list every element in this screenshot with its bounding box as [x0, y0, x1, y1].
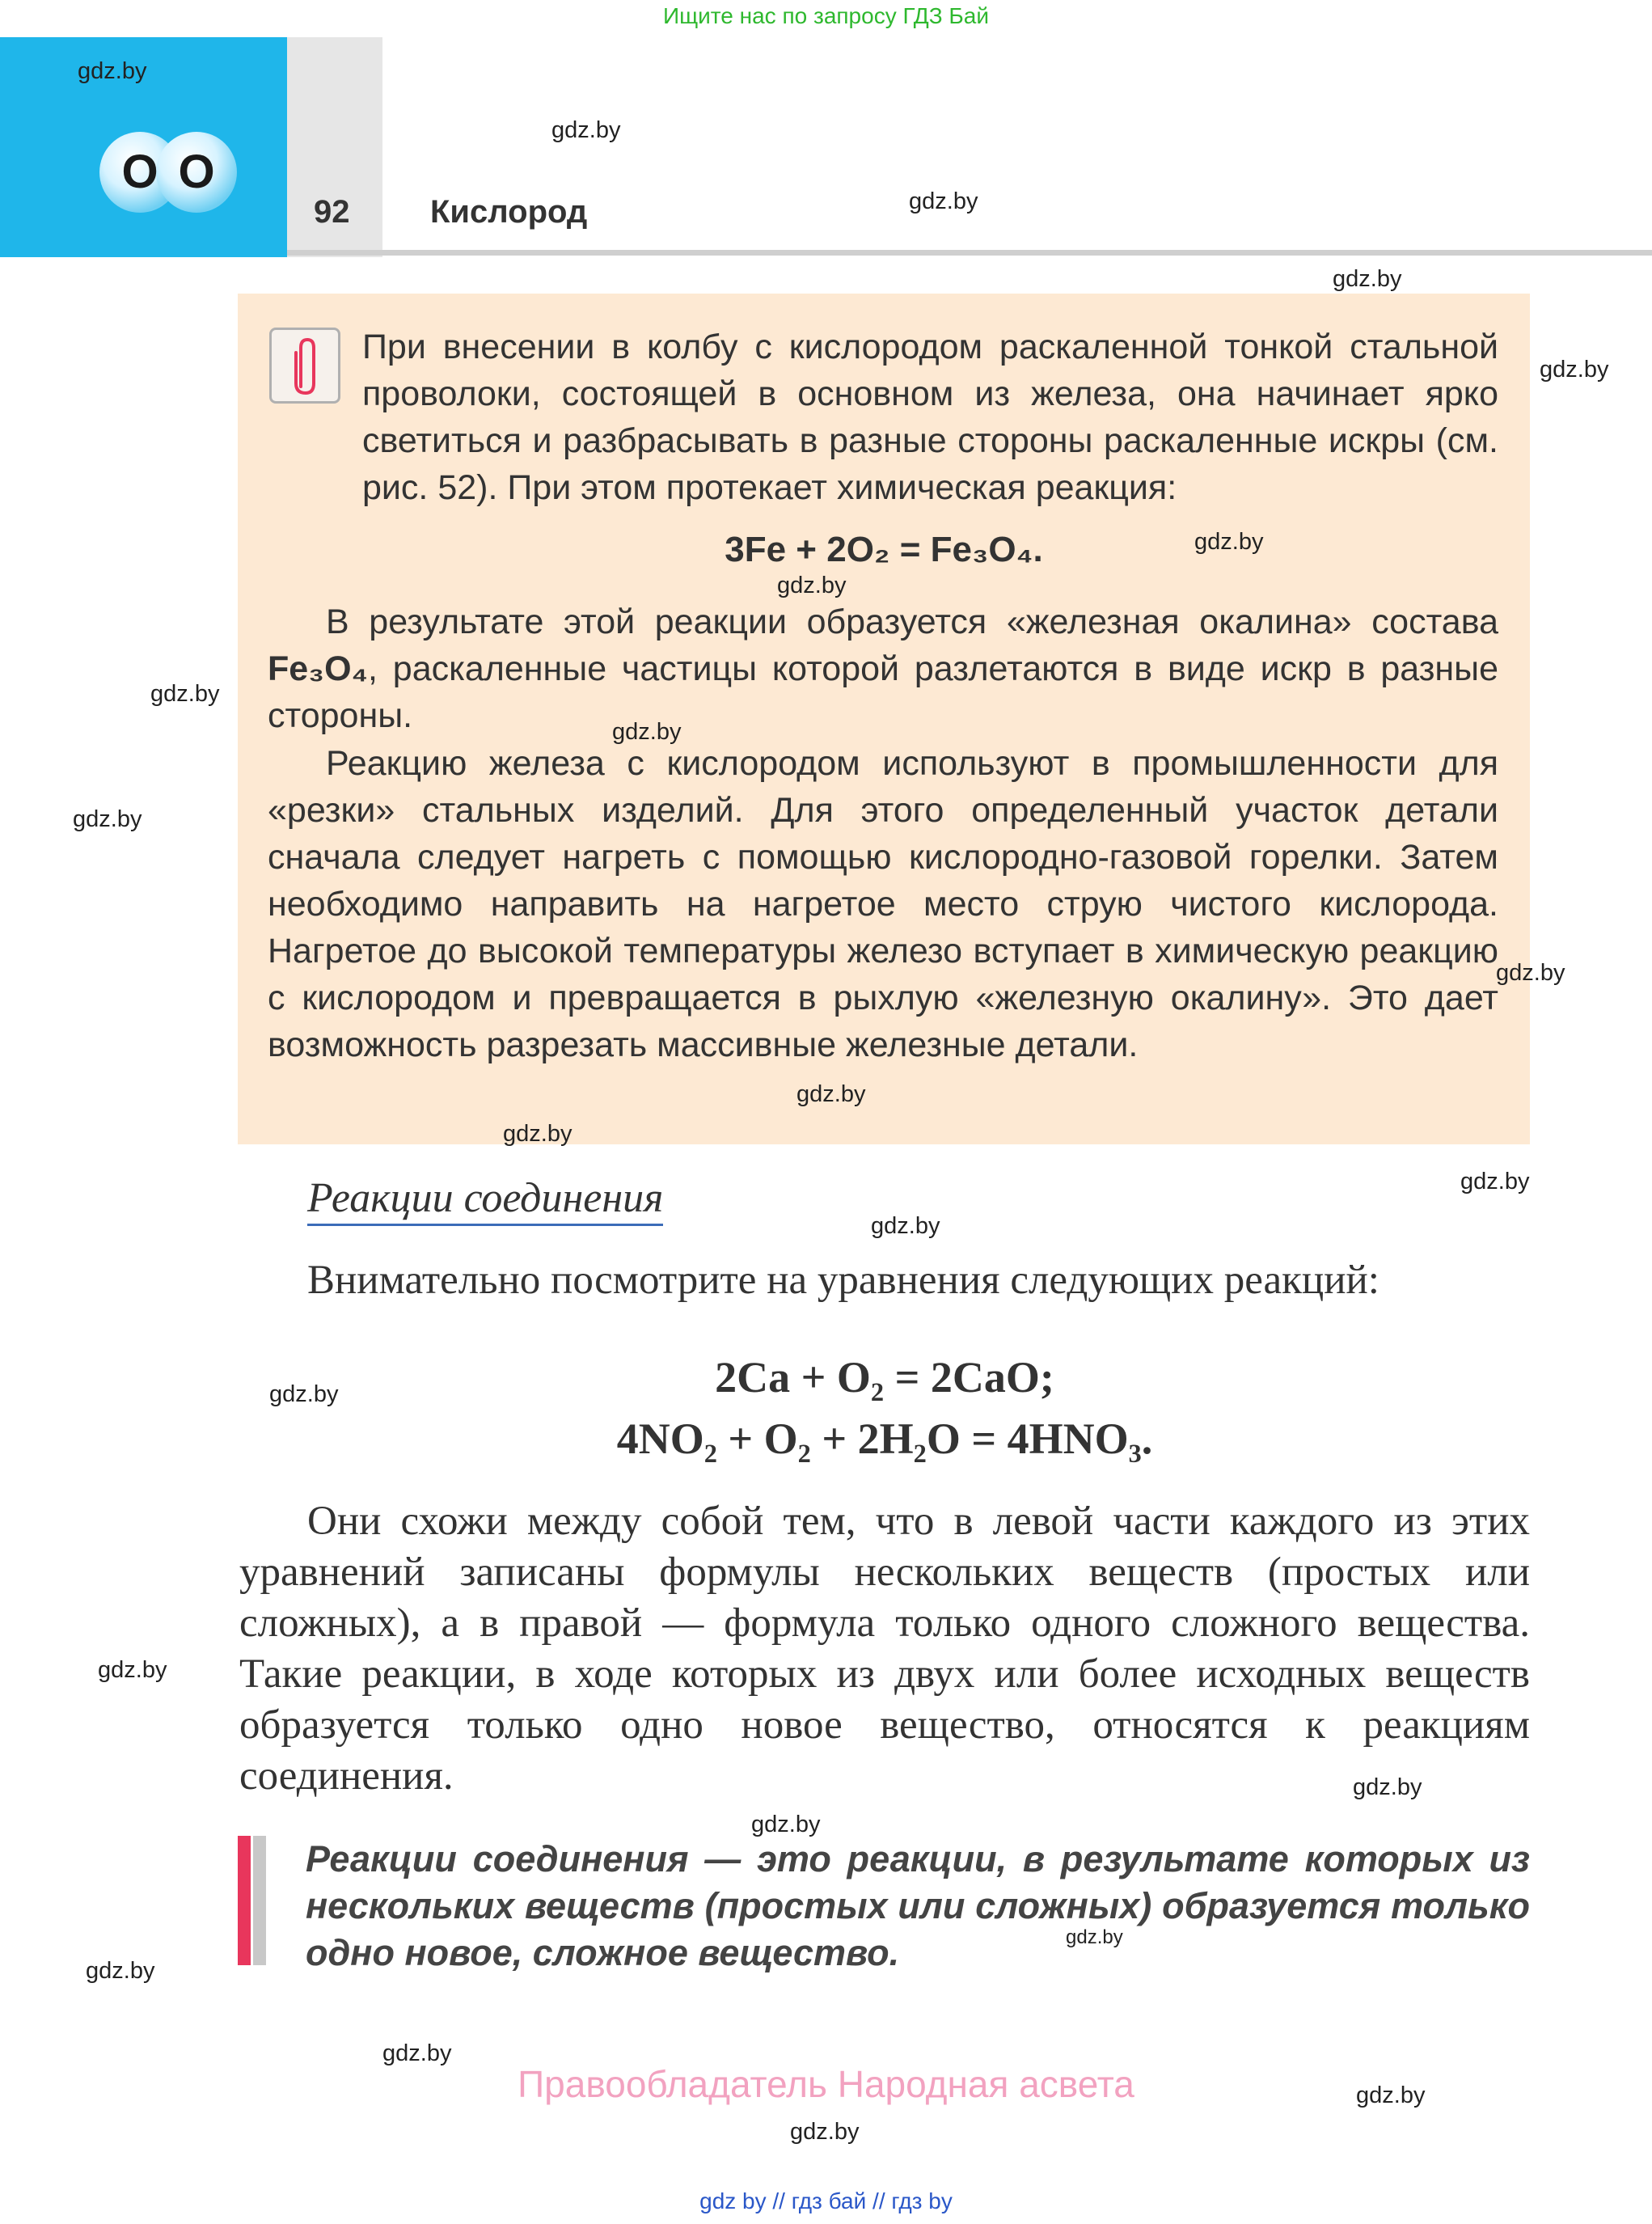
- section-heading: Реакции соединения: [307, 1174, 663, 1226]
- svg-text:O: O: [121, 146, 158, 198]
- watermark: gdz.by: [1460, 1169, 1530, 1194]
- watermark: gdz.by: [612, 719, 682, 745]
- watermark: gdz.by: [503, 1121, 572, 1147]
- definition-gray-bar: [253, 1836, 266, 1965]
- watermark: gdz.by: [751, 1812, 821, 1837]
- equation-1: 2Ca + O₂ = 2CaO;: [715, 1353, 1054, 1402]
- watermark: gdz.by: [269, 1381, 339, 1407]
- watermark: gdz.by: [1356, 2082, 1426, 2108]
- watermark: gdz.by: [86, 1958, 155, 1984]
- watermark: gdz.by: [1066, 1926, 1123, 1948]
- note-p2-end: , раскаленные частицы которой разлетаются в виде искр в разные стороны.: [268, 649, 1498, 735]
- note-paragraph-1: При внесении в колбу с кислородом раскаленной тонкой стальной проволоки, состоящей в основном из железа, она начинает ярко светиться и разбрасывать в разные стороны раскаленные искры (см. рис. 52). При этом протекает химическая реакция:: [362, 328, 1498, 507]
- watermark: gdz.by: [871, 1213, 940, 1239]
- watermark: gdz.by: [909, 188, 978, 214]
- watermark: gdz.by: [1353, 1774, 1422, 1800]
- watermark: gdz.by: [777, 573, 847, 598]
- equation-2: 4NO₂ + O₂ + 2H₂O = 4HNO₃.: [616, 1414, 1153, 1463]
- note-paragraph-2: [268, 598, 1498, 739]
- watermark: gdz.by: [1496, 960, 1565, 986]
- watermark: gdz.by: [78, 58, 147, 84]
- watermark: gdz.by: [98, 1657, 167, 1683]
- paperclip-icon: [272, 330, 338, 401]
- oxygen-molecule-icon: [95, 128, 241, 217]
- watermark: gdz.by: [790, 2119, 860, 2145]
- copyright-notice: Правообладатель Народная асвета: [518, 2063, 1134, 2105]
- top-banner: Ищите нас по запросу ГДЗ Бай: [662, 3, 990, 28]
- note-formula: 3Fe + 2O₂ = Fe₃O₄.: [725, 530, 1043, 569]
- note-paragraph-1-lines-1-2: [362, 323, 1498, 511]
- page-number: 92: [314, 194, 350, 230]
- definition-text: Реакции соединения — это реакции, в результате которых из нескольких веществ (простых или сложных) образуется только одно новое, сложное вещество.: [306, 1838, 1530, 1973]
- watermark: gdz.by: [73, 806, 142, 832]
- watermark: gdz.by: [1540, 357, 1609, 383]
- note-p2-formula: Fe₃O₄: [268, 649, 369, 688]
- watermark: gdz.by: [796, 1081, 866, 1107]
- header-rule: [287, 250, 1652, 256]
- watermark: gdz.by: [1333, 266, 1402, 292]
- watermark: gdz.by: [551, 117, 621, 143]
- section-intro: Внимательно посмотрите на уравнения следующих реакций:: [307, 1258, 1379, 1303]
- watermark: gdz.by: [150, 681, 220, 707]
- section-body: Они схожи между собой тем, что в левой части каждого из этих уравнений записаны формулы нескольких веществ (простых или сложных), а в правой — формула только одного сложного вещества. Такие реакции, в ходе которых из двух или более исходных веществ образуется только одно новое вещество, относятся к реакциям соединения.: [239, 1499, 1530, 1799]
- footer-links[interactable]: gdz by // гдз бай // гдз by: [699, 2188, 953, 2213]
- chapter-title: Кислород: [430, 194, 588, 230]
- watermark: gdz.by: [382, 2040, 452, 2066]
- note-p2-start: В результате этой реакции образуется «железная окалина» состава: [326, 603, 1498, 641]
- note-paragraph-3: Реакцию железа с кислородом используют в промышленности для «резки» стальных изделий. Для этого определенный участок детали сначала следует нагреть с помощью кислородно-газовой горелки. Затем необходимо направить на нагретое место струю чистого кислорода. Нагретое до высокой температуры железо вступает в химическую реакцию с кислородом и превращается в рыхлую «железную окалину». Это дает возможность разрезать массивные железные детали.: [268, 744, 1498, 1064]
- definition-red-bar: [238, 1836, 251, 1965]
- svg-text:O: O: [178, 146, 215, 198]
- watermark: gdz.by: [1194, 529, 1264, 555]
- note-marker: [269, 328, 340, 404]
